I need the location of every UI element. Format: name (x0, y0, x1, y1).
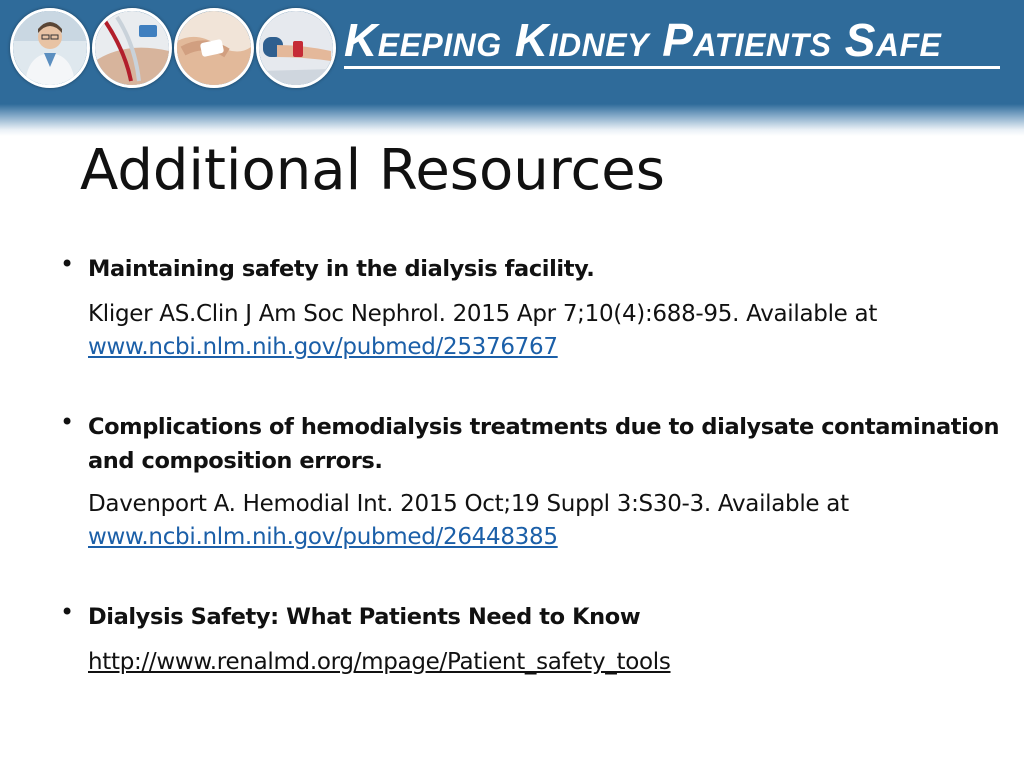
renalmd-link[interactable]: http://www.renalmd.org/mpage/Patient_safety_tools (88, 649, 671, 675)
bullet-icon: • (60, 598, 75, 626)
resource-title: Maintaining safety in the dialysis facility. (88, 256, 595, 282)
bullet-icon: • (60, 250, 75, 278)
bullet-icon: • (60, 408, 75, 436)
resource-title (88, 410, 1008, 478)
resource-citation (88, 646, 988, 679)
pubmed-link[interactable]: www.ncbi.nlm.nih.gov/pubmed/26448385 (88, 524, 558, 550)
resource-citation (88, 488, 988, 554)
pubmed-link[interactable]: www.ncbi.nlm.nih.gov/pubmed/25376767 (88, 334, 558, 360)
citation-text: Kliger AS.Clin J Am Soc Nephrol. 2015 Apr 7;10(4):688-95. Available at (88, 301, 878, 327)
resource-citation (88, 298, 988, 364)
page-title: Additional Resources (80, 138, 665, 203)
resource-title-line: and composition errors. (88, 448, 383, 474)
brand-title: Keeping Kidney Patients Safe (344, 14, 942, 66)
citation-text: Davenport A. Hemodial Int. 2015 Oct;19 Suppl 3:S30-3. Available at (88, 491, 849, 517)
resource-title-line: Complications of hemodialysis treatments due to dialysate contamination (88, 414, 1000, 440)
resource-title: Dialysis Safety: What Patients Need to Know (88, 604, 641, 630)
